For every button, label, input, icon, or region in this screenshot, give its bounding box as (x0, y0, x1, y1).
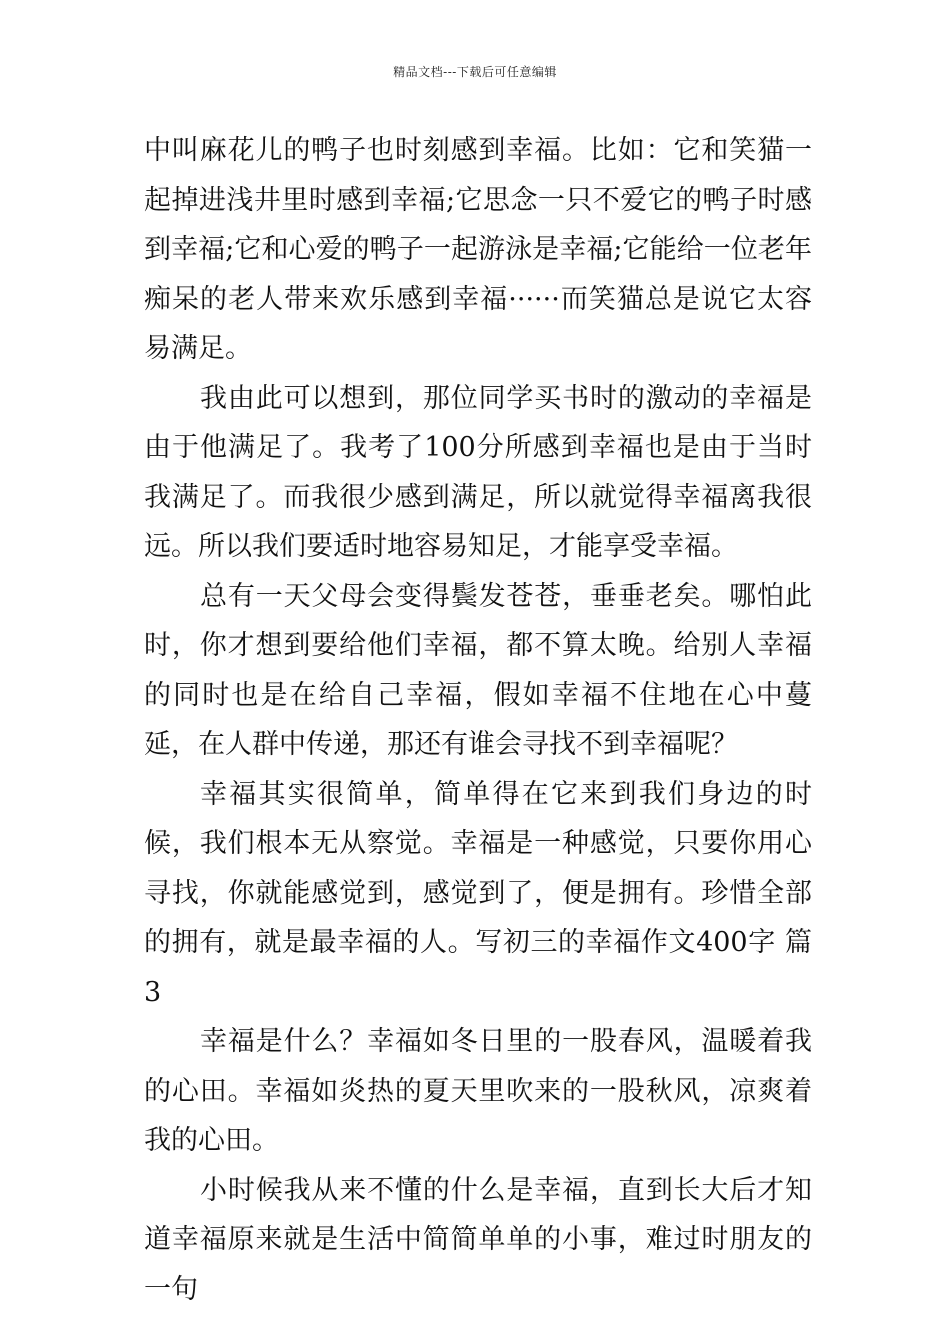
paragraph-5: 幸福是什么？幸福如冬日里的一股春风，温暖着我的心田。幸福如炎热的夏天里吹来的一股秋风，凉爽着我的心田。 (144, 1026, 812, 1156)
paragraph-2: 我由此可以想到，那位同学买书时的激动的幸福是由于他满足了。我考了100分所感到幸福也是由于当时我满足了。而我很少感到满足，所以就觉得幸福离我很远。所以我们要适时地容易知足，才能享受幸福。 (144, 382, 812, 562)
paragraph-6: 小时候我从来不懂的什么是幸福，直到长大后才知道幸福原来就是生活中简简单单的小事，难过时朋友的一句 (144, 1174, 812, 1305)
document-body (144, 126, 812, 1314)
paragraph-3: 总有一天父母会变得鬓发苍苍，垂垂老矣。哪怕此时，你才想到要给他们幸福，都不算太晚。给别人幸福的同时也是在给自己幸福，假如幸福不住地在心中蔓延，在人群中传递，那还有谁会寻找不到幸福呢？ (144, 580, 812, 760)
paragraph-4: 幸福其实很简单，简单得在它来到我们身边的时候，我们根本无从察觉。幸福是一种感觉，只要你用心寻找，你就能感觉到，感觉到了，便是拥有。珍惜全部的拥有，就是最幸福的人。写初三的幸福作文400字 篇3 (144, 778, 812, 1008)
page-header: 精品文档---下载后可任意编辑 (393, 65, 557, 79)
paragraph-1: 中叫麻花儿的鸭子也时刻感到幸福。比如：它和笑猫一起掉进浅井里时感到幸福;它思念一只不爱它的鸭子时感到幸福;它和心爱的鸭子一起游泳是幸福;它能给一位老年痴呆的老人带来欢乐感到幸福······而笑猫总是说它太容易满足。 (144, 135, 812, 364)
